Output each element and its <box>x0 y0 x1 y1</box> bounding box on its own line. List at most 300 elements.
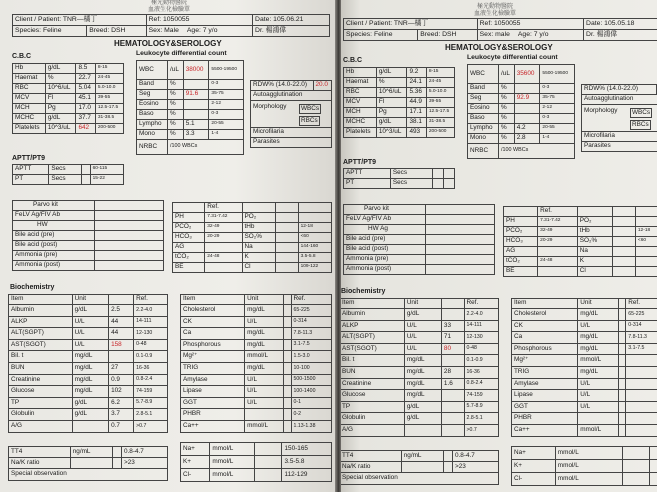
biochem2-row <box>181 339 332 351</box>
biochem-unit: U/L <box>404 320 441 332</box>
biochem2-ref <box>626 401 657 413</box>
leukocyte-label: Leukocyte differential count <box>467 54 558 61</box>
biochem-header: Unit <box>72 295 108 305</box>
bg-ref <box>205 243 242 253</box>
biochem2-item: GGT <box>181 397 245 409</box>
electrolyte-ref: 112-129 <box>282 469 332 482</box>
bg-item-2: Na <box>577 247 612 257</box>
bg-item: PCO₂ <box>504 227 538 237</box>
cbc-ref: 39-55 <box>95 94 123 104</box>
cbc-ref: 24-45 <box>95 74 123 84</box>
electrolyte-value <box>255 456 282 469</box>
leuko-value: 2.8 <box>514 134 540 144</box>
bg-ref: 32-49 <box>538 227 578 237</box>
coag-row <box>344 169 455 179</box>
biochem2-ref: 1.13-1.38 <box>291 420 331 432</box>
bg-value-2 <box>275 213 298 223</box>
biochem-value <box>441 390 464 402</box>
bg-ref-2: <60 <box>635 237 657 247</box>
tt4-value <box>443 462 452 473</box>
bg-ref: 7.31-7.42 <box>205 213 242 223</box>
leuko-ref: 1-4 <box>209 130 244 140</box>
leuko-item: Mono <box>137 130 168 140</box>
bg-item-2: K <box>242 253 275 263</box>
biochem2-value <box>284 351 292 363</box>
biochem-item: A/G <box>9 420 73 432</box>
age: Age: 7 y/o <box>517 30 549 38</box>
biochem2-row <box>512 378 657 390</box>
species: Species: Feline <box>13 26 87 37</box>
bg-ref: 20-29 <box>205 233 242 243</box>
leuko-item: Baso <box>468 114 499 124</box>
bg-ref-2 <box>635 217 657 227</box>
bg-item: PH <box>173 213 205 223</box>
biochem2-row <box>512 413 657 425</box>
thyroid-row <box>9 458 168 469</box>
tt4-item: TT4 <box>9 447 71 458</box>
nrbc-unit: /100 WBCs <box>499 144 575 159</box>
leuko-value <box>183 100 209 110</box>
cbc-unit: Fl <box>45 94 76 104</box>
coag-value <box>82 175 91 185</box>
electrolyte-unit: mmol/L <box>555 447 622 460</box>
biochemistry-label: Biochemistry <box>341 288 386 295</box>
clinic-header <box>4 0 334 14</box>
biochem-row <box>9 328 168 340</box>
leuko-unit: % <box>168 110 184 120</box>
biochem2-header: Item <box>181 295 245 305</box>
parasites-label: Parasites <box>582 142 657 152</box>
biochem-header <box>109 295 134 305</box>
biochem2-row <box>181 305 332 317</box>
biochem2-item: Ca <box>181 328 245 340</box>
cbc-value: 9.2 <box>407 68 426 78</box>
biochem-row <box>341 366 499 378</box>
biochem2-value <box>618 355 626 367</box>
nrbc-item: NRBC <box>468 144 499 159</box>
parvo-kit-label: Parvo kit <box>344 205 426 215</box>
blood-gas-row <box>173 243 332 253</box>
biochem-ref: 5.7-8.9 <box>134 397 168 409</box>
leukocyte-label: Leukocyte differential count <box>136 50 227 57</box>
biochem2-item: PHBR <box>181 409 245 421</box>
blood-gas-table <box>172 202 332 273</box>
biochem-row <box>9 305 168 317</box>
tt4-ref: 0.8-4.7 <box>452 451 498 462</box>
bile-acid-post-label: Bile acid (post) <box>13 241 95 251</box>
bg-ref <box>538 247 578 257</box>
cbc-item: Hb <box>13 64 46 74</box>
bg-head-blank <box>504 207 538 217</box>
electrolyte-value <box>255 469 282 482</box>
rbcs-label: RBCs <box>630 120 651 130</box>
biochem-unit: U/L <box>404 343 441 355</box>
electrolyte-unit: mmol/L <box>555 460 622 473</box>
biochem2-value <box>618 424 626 436</box>
wbc-value: 38000 <box>183 61 209 80</box>
leukocyte-row <box>468 84 575 94</box>
cbc-ref: 39-55 <box>426 98 454 108</box>
leuko-ref: 0-3 <box>540 114 575 124</box>
biochem-ref: 0.1-0.9 <box>464 355 498 367</box>
biochem-ref: 2.2-4.0 <box>134 305 168 317</box>
biochem-value: 102 <box>109 386 134 398</box>
biochem-row <box>341 332 499 344</box>
blood-gas-row <box>173 263 332 273</box>
bile-acid-pre-value <box>426 235 495 245</box>
cbc-value: 22.7 <box>76 74 95 84</box>
serology-table <box>343 204 495 275</box>
bg-ref-2: 144-160 <box>298 243 331 253</box>
biochem2-value <box>618 390 626 402</box>
wbc-value: 35600 <box>514 65 540 84</box>
cbc-row <box>13 84 124 94</box>
biochem-unit: g/dL <box>404 309 441 321</box>
biochem2-ref: 7.8-11.3 <box>626 332 657 344</box>
biochem2-unit: U/L <box>245 316 284 328</box>
cbc-ref: 12.5-17.5 <box>426 108 454 118</box>
biochem-row <box>341 320 499 332</box>
leukocyte-row <box>468 104 575 114</box>
rdw-label: RDW% (14.0-22.0) <box>251 81 314 91</box>
biochem2-header: Unit <box>578 299 618 309</box>
electrolyte-item: Na+ <box>512 447 556 460</box>
coag-item: APTT <box>344 169 391 179</box>
cbc-unit: % <box>376 78 407 88</box>
biochem-value: 44 <box>109 328 134 340</box>
biochem-item: TP <box>341 401 404 413</box>
biochem2-ref: 100-1400 <box>291 386 331 398</box>
biochem2-row <box>181 397 332 409</box>
leuko-value <box>514 84 540 94</box>
biochem2-item: Mg²⁺ <box>181 351 245 363</box>
biochem-ref: 74-159 <box>134 386 168 398</box>
leuko-unit: % <box>499 134 515 144</box>
biochem2-item: TRIG <box>181 362 245 374</box>
tt4-unit <box>401 462 443 473</box>
electrolyte-row <box>181 443 332 456</box>
biochem-ref: 14-111 <box>464 320 498 332</box>
biochem2-item: GGT <box>512 401 578 413</box>
biochem-item: Globulin <box>341 413 404 425</box>
electrolyte-unit: mmol/L <box>210 469 255 482</box>
leuko-unit: % <box>168 120 184 130</box>
clinic-subtitle: 血液生化檢驗單 <box>473 11 516 17</box>
bg-head-blank <box>242 203 275 213</box>
morphology-cell <box>582 105 657 132</box>
biochem-value: 1.6 <box>441 378 464 390</box>
bg-ref-2 <box>635 257 657 267</box>
coag-item: PT <box>13 175 49 185</box>
biochem-unit <box>72 420 108 432</box>
biochem2-row <box>181 316 332 328</box>
biochem-value: 80 <box>441 343 464 355</box>
tt4-ref: >23 <box>121 458 167 469</box>
biochem-ref: 16-36 <box>134 362 168 374</box>
tt4-value <box>443 451 452 462</box>
cbc-item: Haemat <box>344 78 377 88</box>
cbc-ref: 12.5-17.5 <box>95 104 123 114</box>
biochem2-row <box>512 332 657 344</box>
biochem-row <box>341 378 499 390</box>
biochem2-ref <box>626 390 657 402</box>
biochem-row <box>341 309 499 321</box>
biochem-ref: 2.8-5.1 <box>464 413 498 425</box>
ammonia-pre-label: Ammonia (pre) <box>344 255 426 265</box>
bile-acid-pre-label: Bile acid (pre) <box>344 235 426 245</box>
cbc-row <box>344 108 455 118</box>
wbc-unit: /uL <box>499 65 515 84</box>
cbc-row <box>13 74 124 84</box>
bg-ref: 7.31-7.42 <box>538 217 578 227</box>
cbc-value: 44.9 <box>407 98 426 108</box>
cbc-row <box>344 78 455 88</box>
biochem2-unit: U/L <box>245 397 284 409</box>
biochem2-ref: 0-314 <box>291 316 331 328</box>
parvo-kit-label: Parvo kit <box>13 201 95 211</box>
cbc-ref: 200-500 <box>95 124 123 134</box>
cbc-value: 24.1 <box>407 78 426 88</box>
biochem2-unit: U/L <box>245 386 284 398</box>
cbc-ref: 8-15 <box>95 64 123 74</box>
cbc-unit: 10^6/uL <box>45 84 76 94</box>
tt4-ref: >23 <box>452 462 498 473</box>
tt4-unit: ng/mL <box>401 451 443 462</box>
cbc-item: Platelets <box>344 128 377 138</box>
felv-fiv-value <box>426 215 495 225</box>
biochem2-item: Lipase <box>181 386 245 398</box>
biochem-item: Albumin <box>9 305 73 317</box>
wbcs-label: WBCs <box>299 104 321 114</box>
biochem-value: 3.7 <box>109 409 134 421</box>
coag-row <box>13 175 124 185</box>
leuko-ref: 0-3 <box>209 110 244 120</box>
biochem-row <box>9 351 168 363</box>
coag-value <box>433 179 444 189</box>
felv-fiv-label: FeLV Ag/FIV Ab <box>344 215 426 225</box>
blood-gas-row <box>173 253 332 263</box>
biochem-row <box>341 355 499 367</box>
leuko-unit: % <box>168 90 184 100</box>
leuko-unit: % <box>499 114 515 124</box>
bg-item-2: tHb <box>242 223 275 233</box>
biochem2-ref: 0-314 <box>626 320 657 332</box>
section-title-hematology: HEMATOLOGY&SEROLOGY <box>114 39 222 48</box>
biochem2-header: Ref. <box>291 295 331 305</box>
biochem-ref: 0.1-0.9 <box>134 351 168 363</box>
cbc-unit: g/dL <box>376 68 407 78</box>
cbc-ref: 200-500 <box>426 128 454 138</box>
biochem2-value <box>284 328 292 340</box>
rdw-value: 20.0 <box>313 81 332 91</box>
biochem2-ref: 0-1 <box>291 397 331 409</box>
biochem2-item: PHBR <box>512 413 578 425</box>
sex: Sex: Male <box>148 26 179 34</box>
biochem2-row <box>512 320 657 332</box>
biochem2-unit: mg/dL <box>578 343 618 355</box>
thyroid-table <box>8 446 168 481</box>
biochem-item: Bil. t <box>9 351 73 363</box>
bg-ref: 20-29 <box>538 237 578 247</box>
biochem2-unit: mg/dL <box>245 305 284 317</box>
biochem-header: Ref. <box>134 295 168 305</box>
rdw-morphology-table <box>250 80 332 148</box>
leuko-value: 92.9 <box>514 94 540 104</box>
biochem-row <box>9 409 168 421</box>
electrolyte-item: K+ <box>512 460 556 473</box>
cbc-row <box>344 88 455 98</box>
biochem-row <box>341 401 499 413</box>
clinic-subtitle: 血液生化檢驗單 <box>147 7 190 13</box>
biochem-value: 71 <box>441 332 464 344</box>
biochem-value: 33 <box>441 320 464 332</box>
biochem2-item: Cholesterol <box>181 305 245 317</box>
biochem-value: 158 <box>109 339 134 351</box>
bile-acid-post-value <box>426 245 495 255</box>
electrolyte-item: K+ <box>181 456 210 469</box>
biochem2-value <box>618 320 626 332</box>
blood-gas-row <box>173 223 332 233</box>
biochem2-row <box>512 424 657 436</box>
bg-head-blank <box>612 207 635 217</box>
biochem2-unit <box>245 409 284 421</box>
cbc-value: 45.1 <box>76 94 95 104</box>
cbc-unit: g/dL <box>45 64 76 74</box>
electrolyte-ref <box>650 447 657 460</box>
cbc-value: 17.1 <box>407 108 426 118</box>
biochem-value: 27 <box>109 362 134 374</box>
biochem2-value <box>618 413 626 425</box>
bg-value-2 <box>612 257 635 267</box>
biochem2-value <box>284 316 292 328</box>
biochem-item: ALT(SGPT) <box>9 328 73 340</box>
cbc-item: RBC <box>344 88 377 98</box>
bile-acid-post-value <box>95 241 164 251</box>
leukocyte-row <box>137 100 244 110</box>
bg-ref-2 <box>298 213 331 223</box>
cbc-unit: Fl <box>376 98 407 108</box>
electrolyte-value <box>623 460 650 473</box>
biochem2-unit: mg/dL <box>245 362 284 374</box>
leuko-ref: 35-75 <box>540 94 575 104</box>
biochem-unit: g/dL <box>72 409 108 421</box>
cbc-item: MCHC <box>344 118 377 128</box>
leuko-item: Lympho <box>468 124 499 134</box>
biochem-value <box>109 351 134 363</box>
bg-value-2 <box>275 233 298 243</box>
biochem-item: BUN <box>9 362 73 374</box>
client-patient: Client / Patient: TNR—橘丁 <box>13 15 147 26</box>
aptt-label: APTT/PT9 <box>343 159 377 166</box>
bile-acid-pre-value <box>95 231 164 241</box>
leukocyte-row <box>137 90 244 100</box>
coag-ref: 60-115 <box>90 165 123 175</box>
biochem2-value <box>618 401 626 413</box>
biochem2-ref: 1.5-3.0 <box>291 351 331 363</box>
bg-ref-2: 3.5-5.8 <box>298 253 331 263</box>
biochem2-unit: mmol/L <box>578 355 618 367</box>
bg-value-2 <box>275 243 298 253</box>
bg-item-2: PO₂ <box>577 217 612 227</box>
biochem-ref: 2.8-5.1 <box>134 409 168 421</box>
biochem-header: Ref. <box>464 299 498 309</box>
leuko-value: 4.2 <box>514 124 540 134</box>
biochem-unit: mg/dL <box>404 390 441 402</box>
species: Species: Feline <box>344 30 418 41</box>
autoagglutination-label: Autoagglutination <box>582 95 657 105</box>
cbc-row <box>13 104 124 114</box>
cbc-row <box>344 68 455 78</box>
biochem-ref: >0.7 <box>134 420 168 432</box>
leuko-value <box>183 80 209 90</box>
parasites-label: Parasites <box>251 138 332 148</box>
electrolyte-row <box>181 469 332 482</box>
biochem2-value <box>284 420 292 432</box>
electrolyte-item: Na+ <box>181 443 210 456</box>
bg-ref-2: 12-18 <box>298 223 331 233</box>
biochem-unit: mg/dL <box>72 374 108 386</box>
biochem-item: AST(SGOT) <box>9 339 73 351</box>
heartworm-label: HW Ag <box>344 225 426 235</box>
biochem2-unit: mmol/L <box>245 420 284 432</box>
leukocyte-row <box>137 80 244 90</box>
biochem-unit: mg/dL <box>72 362 108 374</box>
biochem2-item: Amylase <box>512 378 578 390</box>
cbc-item: Hb <box>344 68 377 78</box>
blood-gas-row <box>173 233 332 243</box>
bg-item: BE <box>173 263 205 273</box>
biochem-unit: mg/dL <box>72 386 108 398</box>
bg-ref: 24-48 <box>538 257 578 267</box>
biochem-ref: 14-111 <box>134 316 168 328</box>
coagulation-table <box>12 164 124 185</box>
bg-ref: 24-48 <box>205 253 242 263</box>
biochem-row <box>9 316 168 328</box>
biochem2-ref <box>626 378 657 390</box>
cbc-item: MCV <box>344 98 377 108</box>
cbc-value: 8.5 <box>76 64 95 74</box>
bg-value-2 <box>612 217 635 227</box>
morphology-label: Morphology <box>253 103 287 110</box>
biochem-ref: 2.2-4.0 <box>464 309 498 321</box>
wbc-item: WBC <box>468 65 499 84</box>
bg-value-2 <box>612 237 635 247</box>
biochem2-item: Cholesterol <box>512 309 578 321</box>
serology-table <box>12 200 164 271</box>
ammonia-post-value <box>95 261 164 271</box>
biochem-row <box>9 420 168 432</box>
leuko-value: 5.1 <box>183 120 209 130</box>
leuko-unit: % <box>499 84 515 94</box>
biochem2-unit: mmol/L <box>245 351 284 363</box>
bg-item-2: Na <box>242 243 275 253</box>
cbc-value: 493 <box>407 128 426 138</box>
morphology-cell <box>251 101 332 128</box>
special-observation-label: Special observation <box>341 473 499 485</box>
biochem-value <box>441 401 464 413</box>
biochem-item: Creatinine <box>341 378 404 390</box>
report-date: Date: 105.05.18 <box>584 19 657 30</box>
biochem2-item: Amylase <box>181 374 245 386</box>
bg-ref <box>205 263 242 273</box>
electrolyte-unit: mmol/L <box>555 473 622 486</box>
leuko-item: Mono <box>468 134 499 144</box>
tt4-item: Na/K ratio <box>341 462 401 473</box>
bg-value-2 <box>275 223 298 233</box>
leuko-unit: % <box>168 100 184 110</box>
leuko-ref: 0-3 <box>540 84 575 94</box>
cbc-ref: 31-38.5 <box>426 118 454 128</box>
